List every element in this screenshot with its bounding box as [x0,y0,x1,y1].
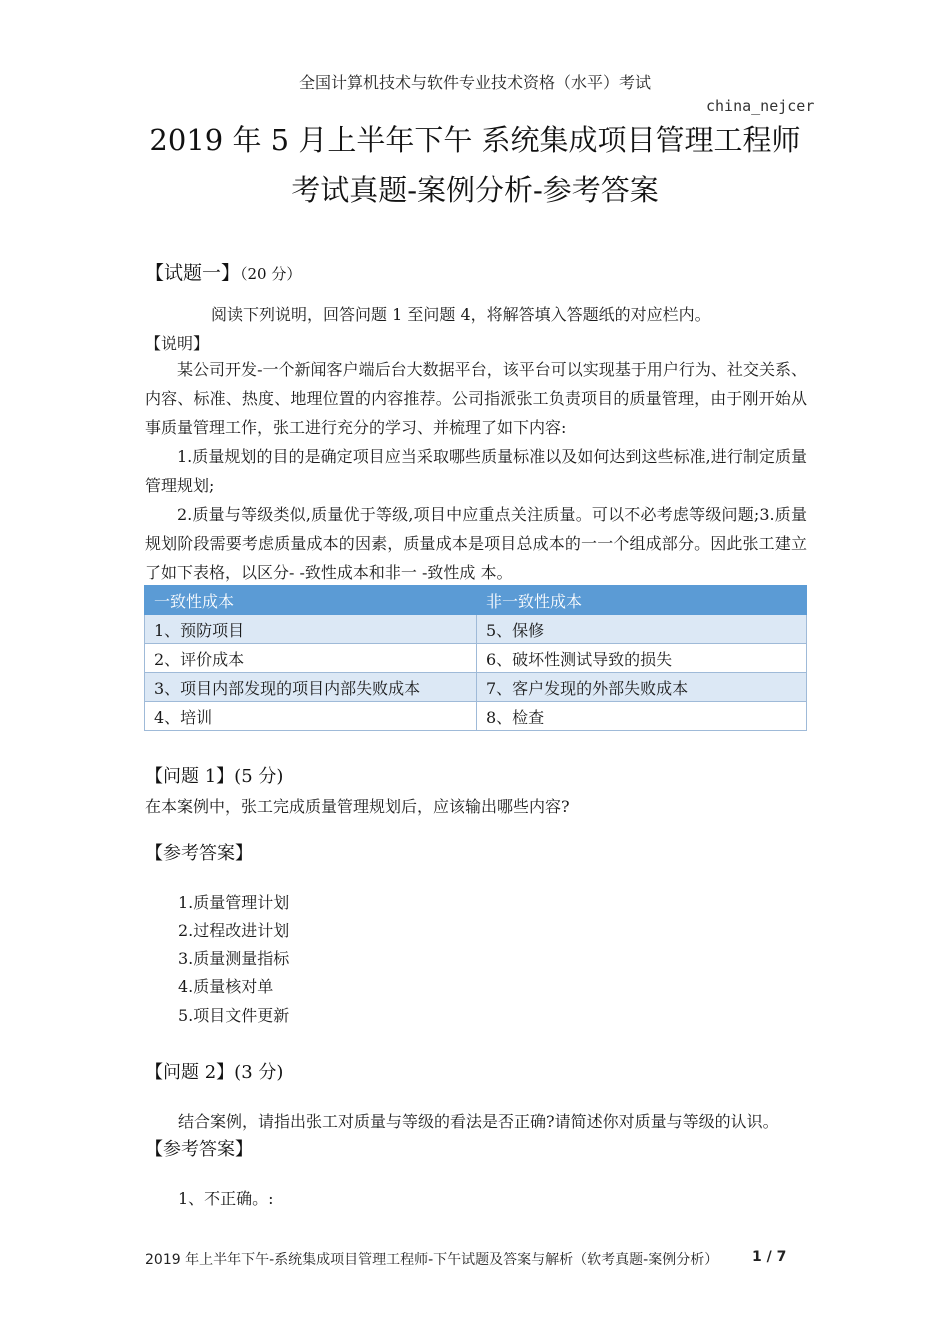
instruction-text: 阅读下列说明，回答问题 1 至问题 4，将解答填入答题纸的对应栏内。 [211,305,711,324]
explain-paragraph-2: 1.质量规划的目的是确定项目应当采取哪些质量标准以及如何达到这些标准,进行制定质量管理规划; [145,447,807,495]
page-footer: 2019 年上半年下午-系统集成项目管理工程师-下午试题及答案与解析（软考真题-案例分析） [145,1252,719,1268]
table-cell: 7、客户发现的外部失败成本 [477,673,807,702]
question-heading [145,258,301,285]
answer-heading-2: 【参考答案】 [145,1139,253,1160]
table-header-row [145,586,807,615]
question-score: （20 分） [240,265,302,283]
table-row [145,702,807,731]
explain-paragraph-1: 某公司开发-一个新闻客户端后台大数据平台，该平台可以实现基于用户行为、社交关系、内容、标准、热度、地理位置的内容推荐。公司指派张工负责项目的质量管理，由于刚开始从事质量管理工作，张工进行充分的学习、并梳理了如下内容: [145,360,807,437]
question-title: 【试题一】 [145,262,241,284]
question-1-text: 在本案例中，张工完成质量管理规划后，应该输出哪些内容? [145,797,570,816]
table-row [145,644,807,673]
table-cell: 3、项目内部发现的项目内部失败成本 [145,673,477,702]
list-item: 4.质量核对单 [178,977,274,996]
list-item: 1.质量管理计划 [178,893,290,912]
page-header: 全国计算机技术与软件专业技术资格（水平）考试 [298,73,651,92]
answer-heading: 【参考答案】 [145,843,253,864]
explain-paragraph-3: 2.质量与等级类似,质量优于等级,项目中应重点关注质量。可以不必考虑等级问题;3.质量规划阶段需要考虑质量成本的因素，质量成本是项目总成本的一一个组成部分。因此张工建立了如下表格，以区分- -致性成本和非一 -致性成 本。 [145,505,807,582]
question-2-heading: 【问题 2】(3 分) [145,1062,284,1083]
table-row [145,615,807,644]
table-cell: 6、破坏性测试导致的损失 [477,644,807,673]
explain-heading: 【说明】 [145,334,210,353]
page-number: 1 / 7 [752,1249,787,1265]
table-cell: 8、检查 [477,702,807,731]
question-1-heading: 【问题 1】(5 分) [145,766,284,787]
list-item: 3.质量测量指标 [178,949,290,968]
document-title-line2: 考试真题-案例分析-参考答案 [291,173,659,207]
question-2-text: 结合案例，请指出张工对质量与等级的看法是否正确?请简述你对质量与等级的认识。 [178,1112,779,1131]
table-header-cell: 非一致性成本 [477,586,807,615]
table-row [145,673,807,702]
watermark-tag: china_nejcer [706,97,815,115]
table-cell: 1、预防项目 [145,615,477,644]
answer-2-line: 1、不正确。: [178,1189,274,1208]
table-cell: 5、保修 [477,615,807,644]
document-title-line1: 2019 年 5 月上半年下午 系统集成项目管理工程师 [149,123,801,157]
table-cell: 4、培训 [145,702,477,731]
table-header-cell: 一致性成本 [145,586,477,615]
list-item: 5.项目文件更新 [178,1006,290,1025]
list-item: 2.过程改进计划 [178,921,290,940]
cost-table [144,585,807,731]
table-cell: 2、评价成本 [145,644,477,673]
